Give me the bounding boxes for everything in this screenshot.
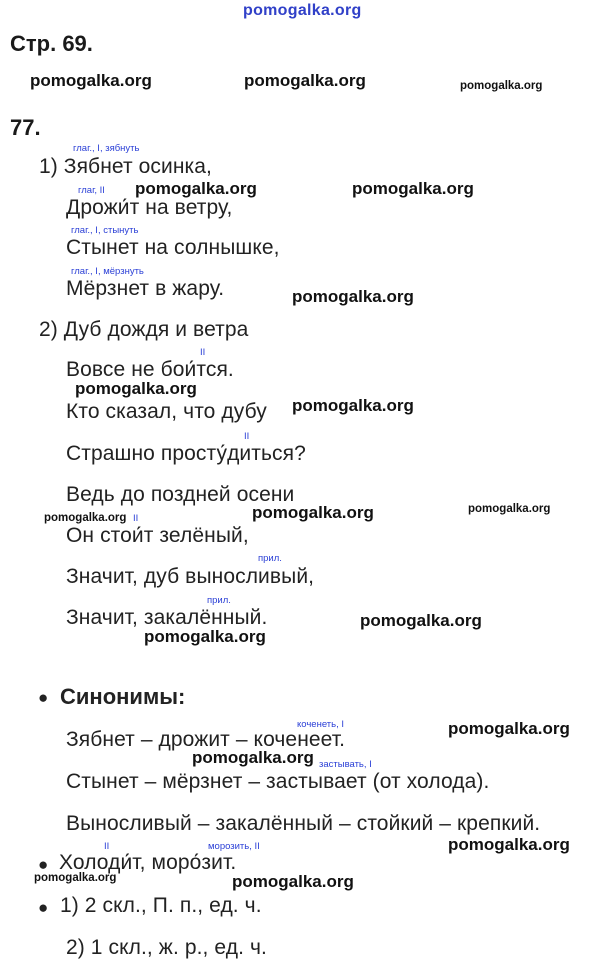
poem2-line6: Он стои́т зелёный,: [66, 524, 249, 547]
watermark: pomogalka.org: [252, 503, 374, 522]
watermark: pomogalka.org: [135, 179, 257, 198]
poem1-line1: 1) Зябнет осинка,: [39, 155, 212, 178]
poem2-line5: Ведь до поздней осени: [66, 483, 295, 506]
poem2-line4: Страшно просту́диться?: [66, 442, 306, 465]
watermark: pomogalka.org: [44, 512, 127, 524]
declension-line1: 1) 2 скл., П. п., ед. ч.: [60, 894, 262, 917]
poem2-line7: Значит, дуб выносливый,: [66, 565, 315, 588]
watermark-top: pomogalka.org: [243, 2, 362, 19]
watermark: pomogalka.org: [360, 611, 482, 630]
watermark: pomogalka.org: [75, 379, 197, 398]
watermark: pomogalka.org: [244, 71, 366, 90]
grammar-annotation: морозить, II: [208, 841, 260, 852]
poem1-line4: Мёрзнет в жару.: [66, 277, 225, 300]
bullet: ●: [38, 855, 49, 874]
grammar-annotation: глаг., I, мёрзнуть: [71, 266, 144, 277]
synonyms-heading: Синонимы:: [60, 684, 186, 709]
bullet: ●: [38, 688, 49, 707]
watermark: pomogalka.org: [292, 287, 414, 306]
poem2-line3: Кто сказал, что дубу: [66, 400, 267, 423]
poem1-line3: Стынет на солнышке,: [66, 236, 280, 259]
page-reference: Стр. 69.: [10, 31, 93, 56]
declension-line2: 2) 1 скл., ж. р., ед. ч.: [66, 936, 267, 959]
watermark: pomogalka.org: [352, 179, 474, 198]
grammar-annotation: прил.: [207, 595, 231, 606]
synonyms-line3: Выносливый – закалённый – стойкий – крепкий.: [66, 812, 541, 835]
grammar-annotation: коченеть, I: [297, 719, 345, 730]
watermark: pomogalka.org: [460, 80, 543, 92]
grammar-annotation: глаг., I, стынуть: [71, 225, 139, 236]
task-number: 77.: [10, 115, 41, 140]
accent-line: Холоди́т, моро́зит.: [59, 851, 237, 874]
grammar-annotation: II: [200, 347, 206, 358]
watermark: pomogalka.org: [468, 503, 551, 515]
watermark: pomogalka.org: [448, 835, 570, 854]
watermark: pomogalka.org: [292, 396, 414, 415]
watermark: pomogalka.org: [232, 872, 354, 891]
watermark: pomogalka.org: [30, 71, 152, 90]
watermark: pomogalka.org: [192, 748, 314, 767]
watermark: pomogalka.org: [144, 627, 266, 646]
bullet: ●: [38, 898, 49, 917]
poem2-line2: Вовсе не бои́тся.: [66, 358, 234, 381]
grammar-annotation: глаг., I, зябнуть: [73, 143, 140, 154]
grammar-annotation: II: [104, 841, 110, 852]
grammar-annotation: прил.: [258, 553, 282, 564]
poem2-line8: Значит, закалённый.: [66, 606, 268, 629]
watermark: pomogalka.org: [448, 719, 570, 738]
grammar-annotation: II: [133, 513, 139, 524]
poem2-line1: 2) Дуб дождя и ветра: [39, 318, 249, 341]
grammar-annotation: застывать, I: [319, 759, 372, 770]
synonyms-line2: Стынет – мёрзнет – застывает (от холода).: [66, 770, 490, 793]
poem1-line2: Дрожи́т на ветру,: [66, 196, 233, 219]
watermark: pomogalka.org: [34, 872, 117, 884]
grammar-annotation: II: [244, 431, 250, 442]
synonyms-line1: Зябнет – дрожит – коченеет.: [66, 728, 346, 751]
grammar-annotation: глаг, II: [78, 185, 105, 196]
